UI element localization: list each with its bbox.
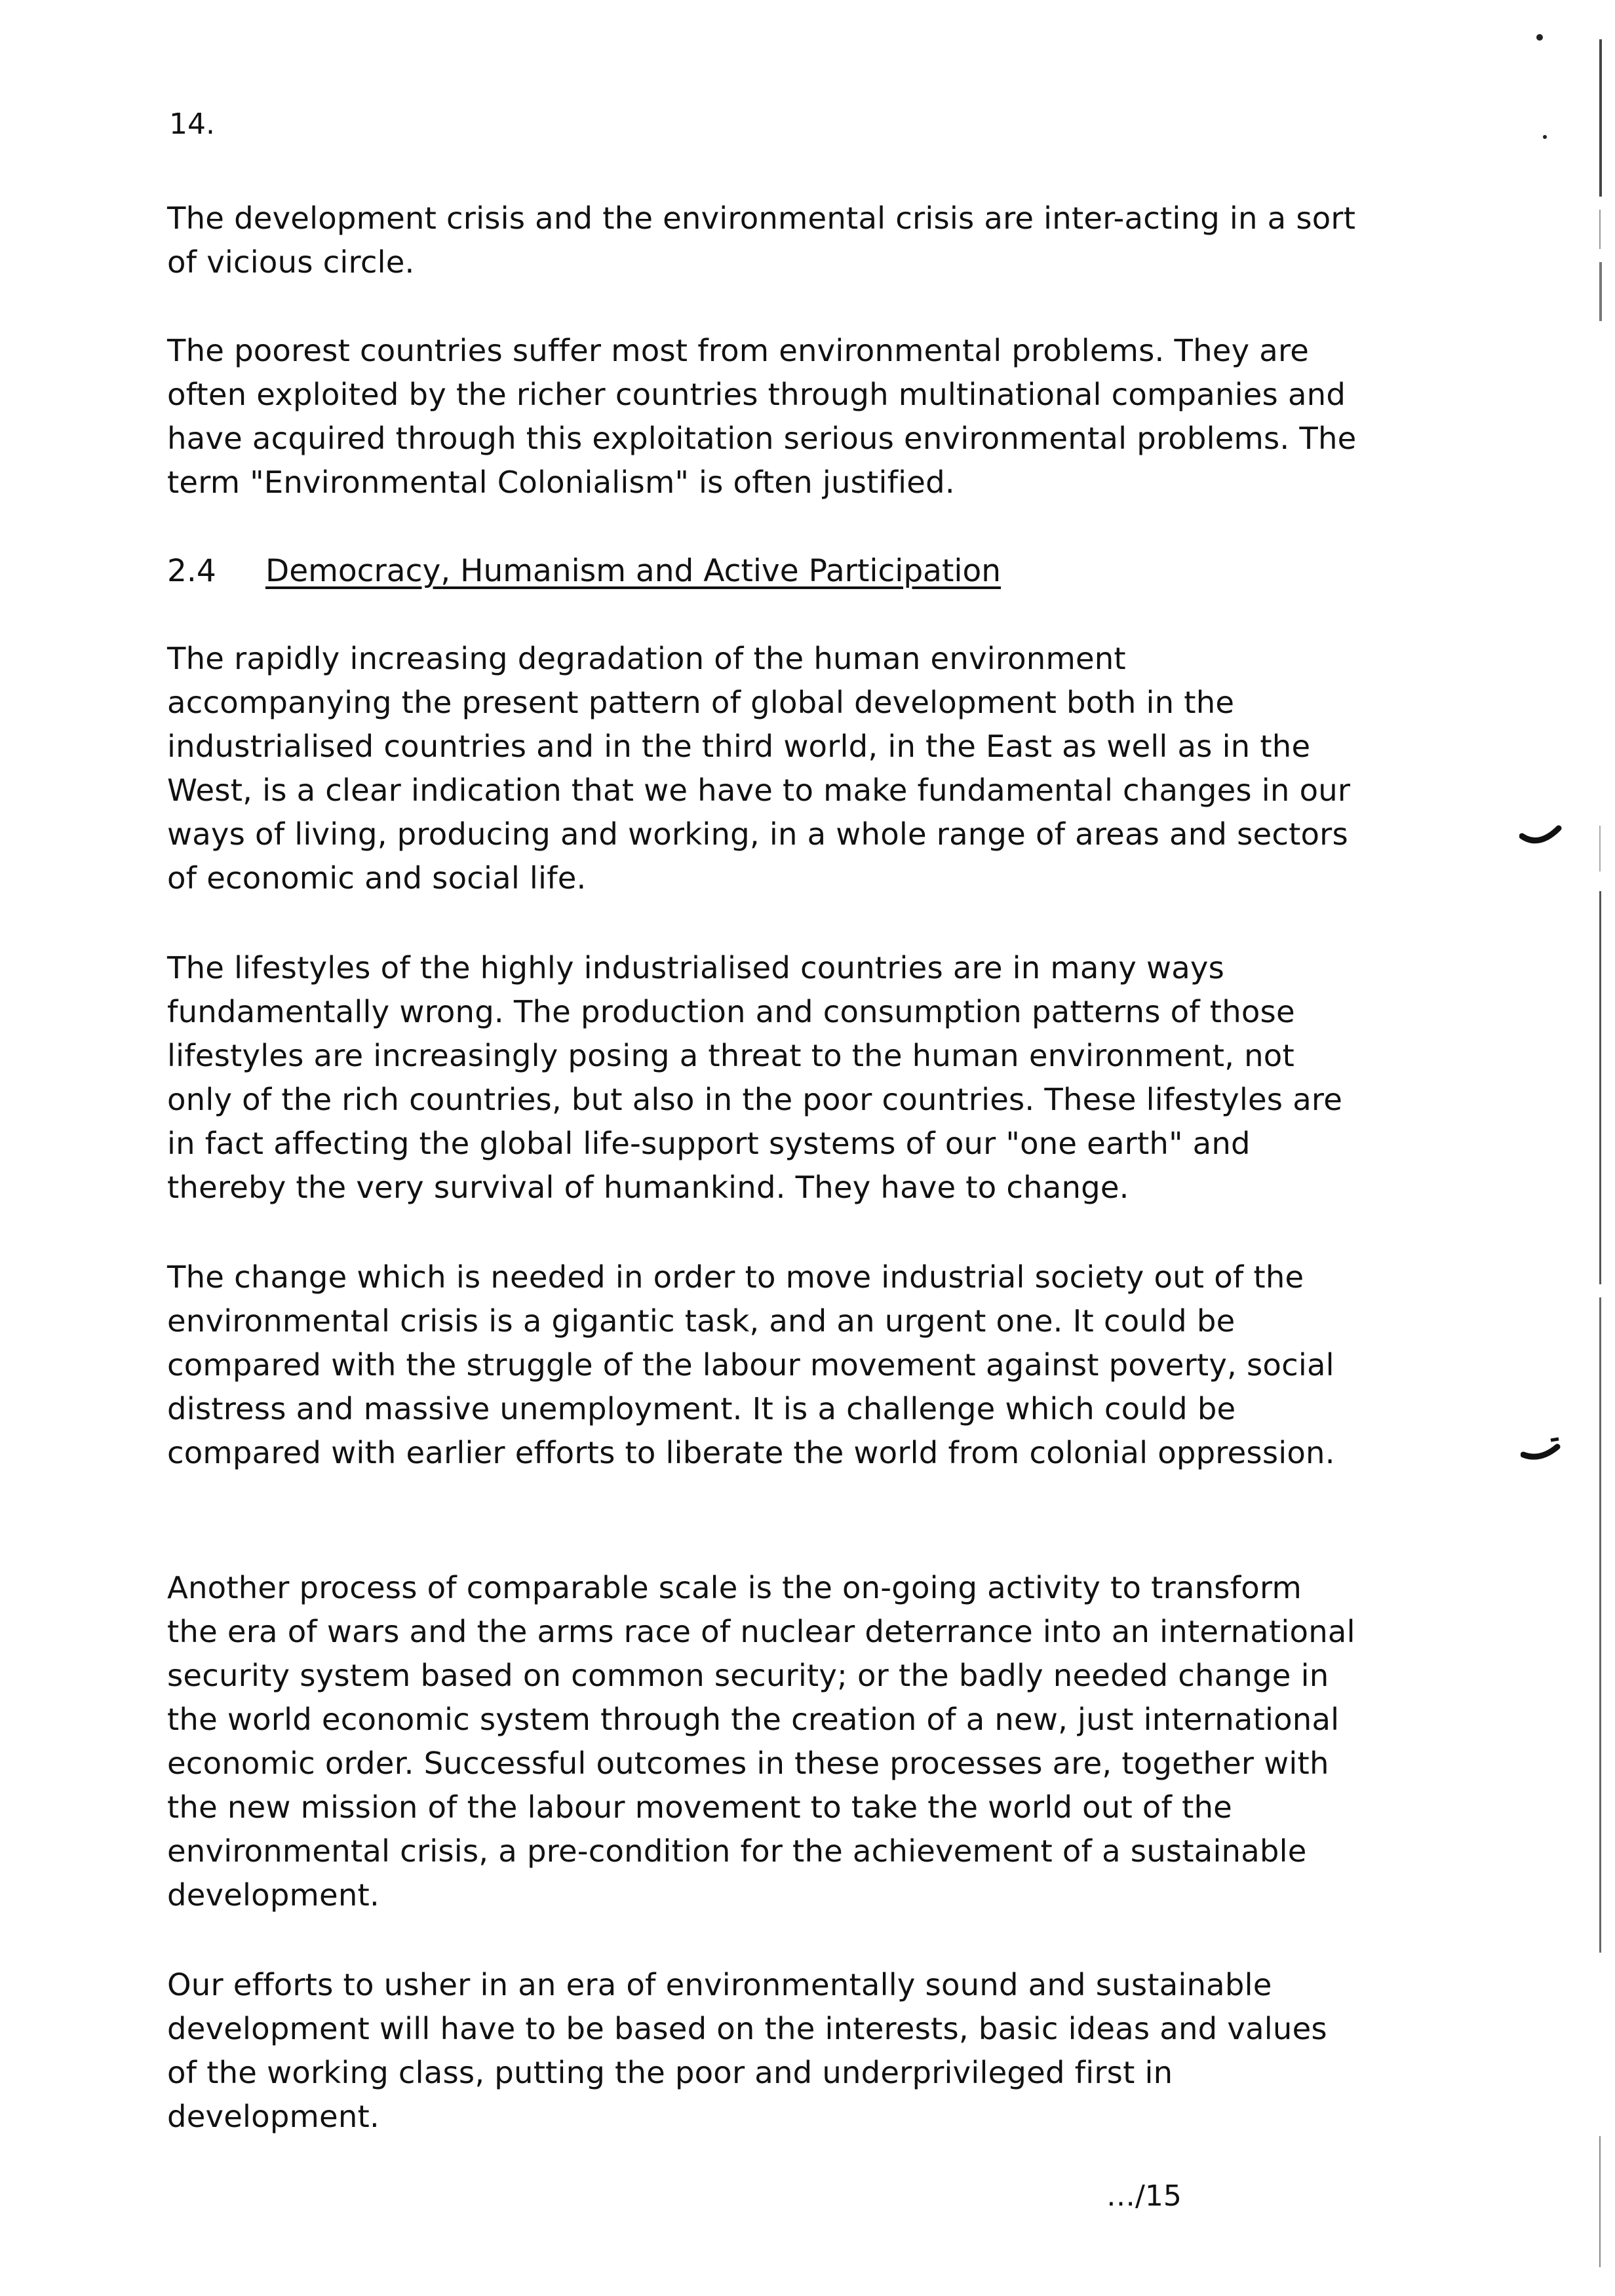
paragraph-rapid-degradation: The rapidly increasing degradation of the human environment accompanying the present pattern of global development both in the industrialised countries and in the third world, in the East as well as in the West, is a clear indication that we have to make fundamental changes in our ways of living, producing and working, in a whole range of areas and sectors of economic and social life. (167, 641, 1351, 896)
scan-mark (1519, 819, 1565, 852)
scan-dot (1536, 34, 1543, 41)
section-title: Democracy, Humanism and Active Participation (265, 553, 1002, 589)
section-heading (167, 549, 1001, 593)
scan-edge (1598, 39, 1605, 2267)
paragraph-comparable-process: Another process of comparable scale is the on-going activity to transform the era of wars and the arms race of nuclear deterrance into an international security system based on common security; or the badly needed change in the world economic system through the creation of a new, just international economic order. Successful outcomes in these processes are, together with the new mission of the labour movement to take the world out of the environmental crisis, a pre-condition for the achievement of a sustainable development. (167, 1570, 1355, 1913)
paragraph-lifestyles: The lifestyles of the highly industrialised countries are in many ways fundamentally wrong. The production and consumption patterns of those lifestyles are increasingly posing a threat to the human environment, not only of the rich countries, but also in the poor countries. These lifestyles are in fact affecting the global life-support systems of our "one earth" and thereby the very survival of humankind. They have to change. (167, 950, 1343, 1205)
paragraph-poorest-countries: The poorest countries suffer most from environmental problems. They are often exploited by the richer countries through multinational companies and have acquired through this exploitation serious environmental problems. The term "Environmental Colonialism" is often justified. (167, 333, 1357, 500)
scan-mark (1521, 1435, 1566, 1468)
paragraph-gigantic-task: The change which is needed in order to move industrial society out of the environmental crisis is a gigantic task, and an urgent one. It could be compared with the struggle of the labour movement against poverty, social distress and massive unemployment. It is a challenge which could be compared with earlier efforts to liberate the world from colonial oppression. (167, 1259, 1335, 1470)
paragraph-development-crisis: The development crisis and the environmental crisis are inter-acting in a sort of vicious circle. (167, 201, 1356, 280)
scan-dot (1543, 135, 1547, 139)
page-number: 14. (169, 107, 215, 141)
section-number: 2.4 (167, 553, 216, 589)
continuation-marker: …/15 (1106, 2179, 1182, 2213)
paragraph-working-class-values: Our efforts to usher in an era of environmentally sound and sustainable development will have to be based on the interests, basic ideas and values of the working class, putting the poor and underprivileged first in development. (167, 1967, 1327, 2134)
